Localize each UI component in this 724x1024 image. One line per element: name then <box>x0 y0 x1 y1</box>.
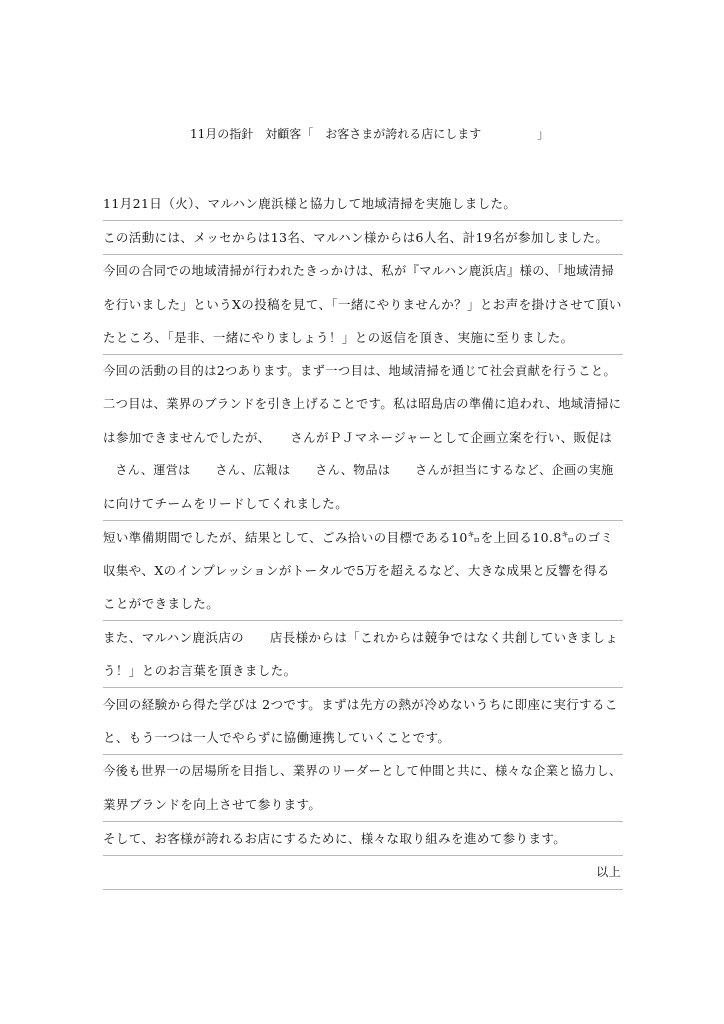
text-line: そして、お客様が誇れるお店にするために、様々な取り組みを進めて参ります。 <box>103 822 623 856</box>
paragraph <box>103 221 623 255</box>
text-line: と、もう一つは一人でやらずに協働連携していくことです。 <box>103 721 623 755</box>
text-line: を行いました」というXの投稿を見て、「一緒にやりませんか？」とお声を掛けさせて頂い <box>103 297 622 312</box>
paragraph <box>103 187 623 221</box>
text-line: たところ、「是非、一緒にやりましょう！」との返信を頂き、実施に至りました。 <box>103 321 623 355</box>
text-line: う！」とのお言葉を頂きました。 <box>103 654 623 688</box>
text-line: 収集や、Xのインプレッションがトータルで5万を超えるなど、大きな成果と反響を得る <box>103 563 610 578</box>
text-line: 今回の経験から得た学びは 2つです。まずは先方の熱が冷めないうちに即座に実行するこ <box>103 697 618 712</box>
text-line: に向けてチームをリードしてくれました。 <box>103 487 623 521</box>
text-line: 二つ目は、業界のブランドを引き上げることです。私は昭島店の準備に追われ、地域清掃に <box>103 397 622 411</box>
closing-remark: 以上 <box>103 856 623 890</box>
body-text <box>103 187 623 890</box>
text-line: ことができました。 <box>103 587 623 621</box>
text-line: また、マルハン鹿浜店の 店長様からは「これからは競争ではなく共創していきましょ <box>103 630 619 645</box>
text-line: この活動には、メッセからは13名、マルハン様からは6人名、計19名が参加しました。 <box>103 221 623 255</box>
text-line: 11月21日（火）、マルハン鹿浜様と協力して地域清掃を実施しました。 <box>103 187 623 221</box>
text-line: 業界ブランドを向上させて参ります。 <box>103 788 623 822</box>
paragraph <box>103 688 623 755</box>
paragraph <box>103 755 623 822</box>
text-line: は参加できませんでしたが、 さんがＰＪマネージャーとして企画立案を行い、販促は <box>103 430 613 445</box>
paragraph <box>103 822 623 856</box>
text-line: 短い準備期間でしたが、結果として、ごみ拾いの目標である10㌔を上回る10.8㌔のゴミ <box>103 530 614 545</box>
text-line: さん、運営は さん、広報は さん、物品は さんが担当にするなど、企画の実施 <box>103 463 614 477</box>
title-text: 11月の指針 対顧客「 お客さまが誇れる店にします <box>190 127 482 141</box>
text-line: 今回の活動の目的は2つあります。まず一つ目は、地域清掃を通じて社会貢献を行うこと。 <box>103 364 617 378</box>
paragraph <box>103 621 623 688</box>
text-line: 今回の合同での地域清掃が行われたきっかけは、私が『マルハン鹿浜店』様の、「地域清掃 <box>103 264 615 278</box>
paragraph <box>103 521 623 621</box>
paragraph <box>103 255 623 355</box>
text-line: 今後も世界一の居場所を目指し、業界のリーダーとして仲間と共に、様々な企業と協力し、 <box>103 764 622 778</box>
title-closing-bracket: 」 <box>537 127 550 141</box>
paragraph <box>103 355 623 521</box>
